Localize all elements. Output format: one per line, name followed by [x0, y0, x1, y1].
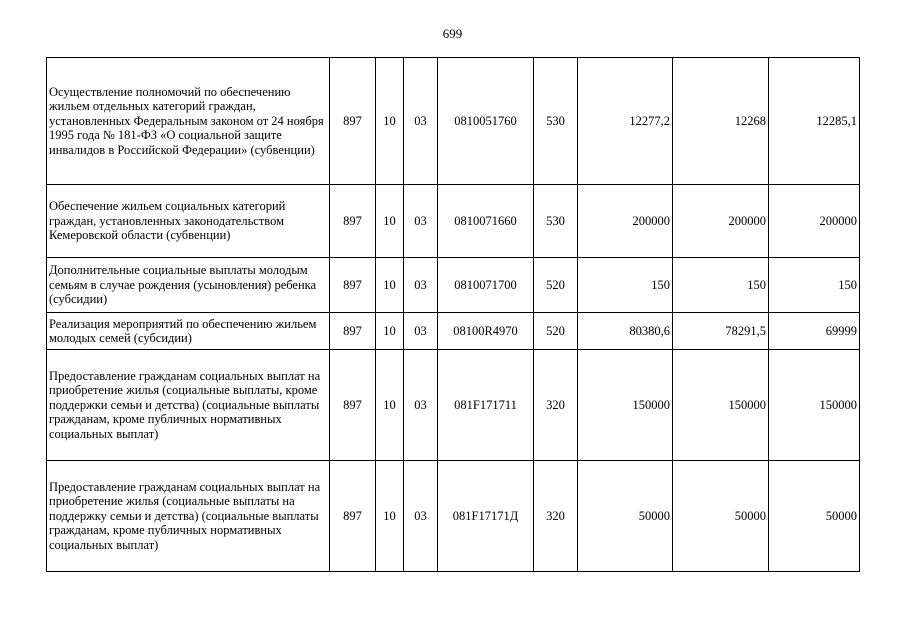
row-subsection: 03 — [404, 461, 438, 572]
row-target-article: 08100R4970 — [438, 313, 534, 350]
row-ministry-code: 897 — [330, 58, 376, 185]
row-amount-1: 80380,6 — [578, 313, 673, 350]
row-amount-2: 150000 — [673, 350, 769, 461]
row-ministry-code: 897 — [330, 313, 376, 350]
budget-table — [46, 57, 860, 572]
row-amount-3: 150 — [769, 258, 860, 313]
row-target-article: 0810071700 — [438, 258, 534, 313]
row-description: Дополнительные социальные выплаты молодым семьям в случае рождения (усыновления) ребенка (субсидии) — [47, 258, 330, 313]
table-row — [47, 350, 860, 461]
row-description: Обеспечение жильем социальных категорий граждан, установленных законодательством Кемеровской области (субвенции) — [47, 185, 330, 258]
row-amount-2: 200000 — [673, 185, 769, 258]
row-ministry-code: 897 — [330, 185, 376, 258]
row-target-article: 0810051760 — [438, 58, 534, 185]
row-description: Предоставление гражданам социальных выплат на приобретение жилья (социальные выплаты на поддержку семьи и детства) (социальные выплаты гражданам, кроме публичных нормативных социальных выплат) — [47, 461, 330, 572]
row-amount-2: 12268 — [673, 58, 769, 185]
row-amount-3: 50000 — [769, 461, 860, 572]
row-expense-type: 520 — [534, 313, 578, 350]
row-expense-type: 320 — [534, 350, 578, 461]
row-expense-type: 530 — [534, 185, 578, 258]
row-section: 10 — [376, 461, 404, 572]
table-row — [47, 258, 860, 313]
row-section: 10 — [376, 313, 404, 350]
row-amount-2: 150 — [673, 258, 769, 313]
row-section: 10 — [376, 258, 404, 313]
row-subsection: 03 — [404, 313, 438, 350]
row-amount-1: 12277,2 — [578, 58, 673, 185]
row-amount-3: 12285,1 — [769, 58, 860, 185]
row-amount-1: 150 — [578, 258, 673, 313]
row-expense-type: 520 — [534, 258, 578, 313]
row-description: Предоставление гражданам социальных выплат на приобретение жилья (социальные выплаты, кроме поддержки семьи и детства) (социальные выплаты гражданам, кроме публичных нормативных социальных выплат) — [47, 350, 330, 461]
row-target-article: 081F171711 — [438, 350, 534, 461]
row-amount-3: 200000 — [769, 185, 860, 258]
row-target-article: 0810071660 — [438, 185, 534, 258]
row-subsection: 03 — [404, 58, 438, 185]
table-row — [47, 185, 860, 258]
row-target-article: 081F17171Д — [438, 461, 534, 572]
row-subsection: 03 — [404, 350, 438, 461]
page-number: 699 — [442, 26, 463, 41]
row-amount-1: 150000 — [578, 350, 673, 461]
row-amount-1: 200000 — [578, 185, 673, 258]
row-section: 10 — [376, 58, 404, 185]
row-amount-3: 150000 — [769, 350, 860, 461]
row-amount-3: 69999 — [769, 313, 860, 350]
table-row — [47, 461, 860, 572]
row-amount-2: 50000 — [673, 461, 769, 572]
row-description: Осуществление полномочий по обеспечению жильем отдельных категорий граждан, установленных Федеральным законом от 24 ноября 1995 года № 181-ФЗ «О социальной защите инвалидов в Российской Федерации» (субвенции) — [47, 58, 330, 185]
row-ministry-code: 897 — [330, 461, 376, 572]
row-expense-type: 320 — [534, 461, 578, 572]
row-subsection: 03 — [404, 185, 438, 258]
row-amount-1: 50000 — [578, 461, 673, 572]
row-ministry-code: 897 — [330, 258, 376, 313]
row-subsection: 03 — [404, 258, 438, 313]
row-section: 10 — [376, 185, 404, 258]
row-expense-type: 530 — [534, 58, 578, 185]
table-row — [47, 313, 860, 350]
table-row — [47, 58, 860, 185]
row-section: 10 — [376, 350, 404, 461]
row-amount-2: 78291,5 — [673, 313, 769, 350]
row-ministry-code: 897 — [330, 350, 376, 461]
row-description: Реализация мероприятий по обеспечению жильем молодых семей (субсидии) — [47, 313, 330, 350]
